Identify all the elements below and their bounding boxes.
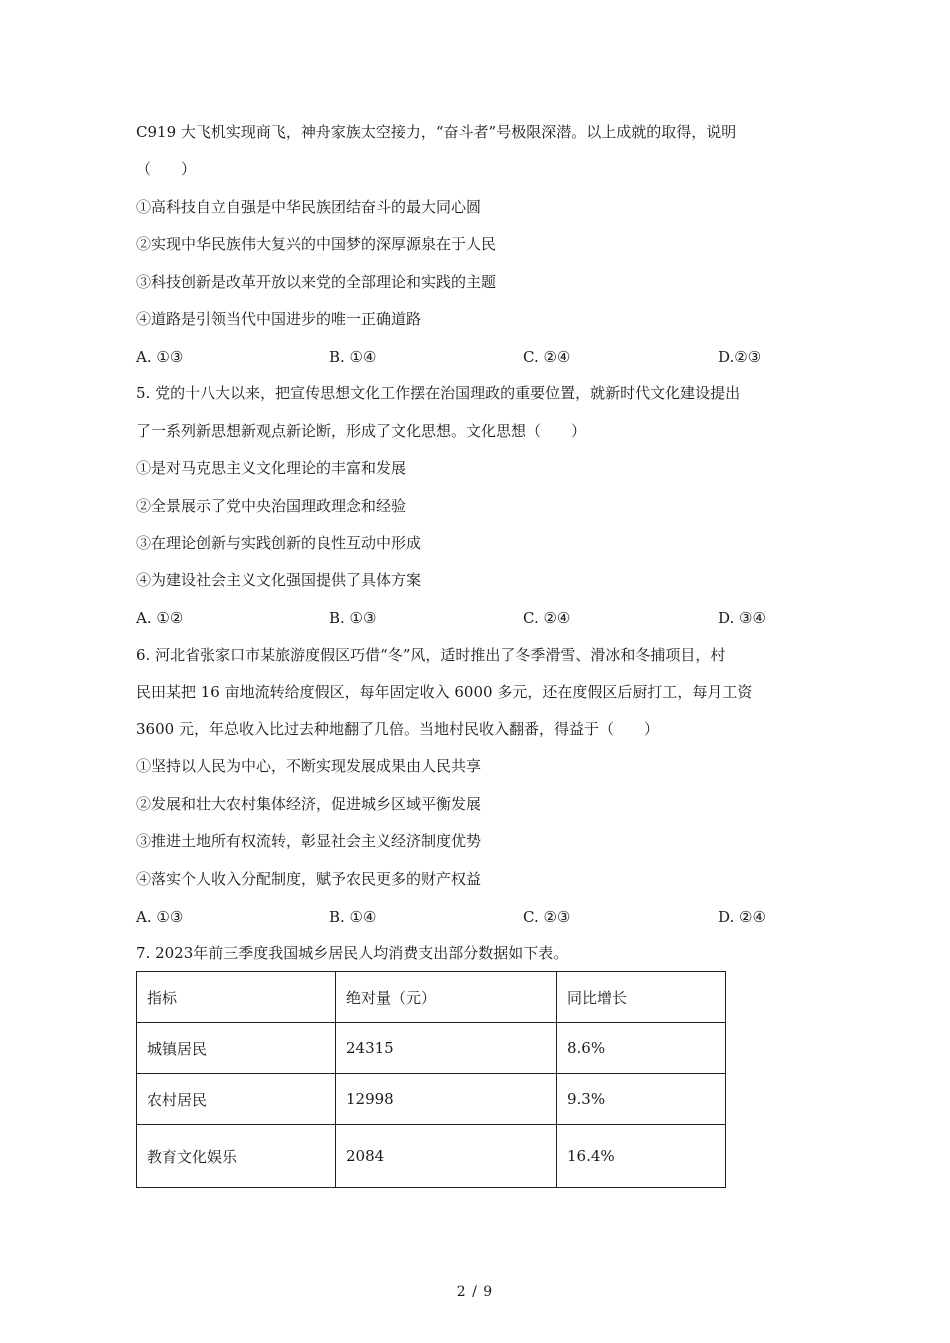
- q4-option-d: D.②③: [718, 348, 762, 366]
- q4-options: [136, 347, 816, 367]
- q5-item-1: ①是对马克思主义文化理论的丰富和发展: [136, 459, 407, 477]
- table-header-cell: 绝对量（元）: [336, 972, 557, 1023]
- q6-option-a: A. ①③: [136, 908, 184, 926]
- q5-item-3: ③在理论创新与实践创新的良性互动中形成: [136, 534, 422, 552]
- page-number: 2 / 9: [456, 1284, 494, 1300]
- q5-option-b: B. ①③: [329, 609, 377, 627]
- q6-stem-line3: 3600 元，年总收入比过去种地翻了几倍。当地村民收入翻番，得益于（ ）: [136, 720, 659, 738]
- table-cell: 农村居民: [137, 1074, 336, 1125]
- table-cell: 12998: [336, 1074, 557, 1125]
- q4-option-a: A. ①③: [136, 348, 184, 366]
- table-header-cell: 指标: [137, 972, 336, 1023]
- q5-item-2: ②全景展示了党中央治国理政理念和经验: [136, 497, 407, 515]
- table-cell: 教育文化娱乐: [137, 1125, 336, 1188]
- q4-stem-line2: （ ）: [136, 160, 197, 178]
- q5-options: [136, 608, 816, 628]
- q5-item-4: ④为建设社会主义文化强国提供了具体方案: [136, 571, 422, 589]
- table-header-row: [137, 972, 726, 1023]
- q5-option-a: A. ①②: [136, 609, 184, 627]
- table-row: [137, 1023, 726, 1074]
- q5-stem-line2: 了一系列新思想新观点新论断，形成了文化思想。文化思想（ ）: [136, 422, 587, 440]
- q6-options: [136, 907, 816, 927]
- q4-item-3: ③科技创新是改革开放以来党的全部理论和实践的主题: [136, 273, 497, 291]
- q6-option-b: B. ①④: [329, 908, 377, 926]
- table-cell: 24315: [336, 1023, 557, 1074]
- q6-item-2: ②发展和壮大农村集体经济，促进城乡区域平衡发展: [136, 795, 482, 813]
- table-row: [137, 1074, 726, 1125]
- q5-option-c: C. ②④: [523, 609, 571, 627]
- q6-item-3: ③推进土地所有权流转，彰显社会主义经济制度优势: [136, 832, 482, 850]
- consumption-table: [136, 971, 726, 1188]
- q4-item-4: ④道路是引领当代中国进步的唯一正确道路: [136, 310, 422, 328]
- q4-stem-line1: C919 大飞机实现商飞，神舟家族太空接力，“奋斗者”号极限深潜。以上成就的取得，说明: [136, 123, 737, 141]
- q6-stem-line1: 6. 河北省张家口市某旅游度假区巧借“冬”风，适时推出了冬季滑雪、滑冰和冬捕项目，村: [136, 646, 726, 664]
- table-cell: 8.6%: [557, 1023, 726, 1074]
- table-header-cell: 同比增长: [557, 972, 726, 1023]
- q5-option-d: D. ③④: [718, 609, 766, 627]
- q6-item-4: ④落实个人收入分配制度，赋予农民更多的财产权益: [136, 870, 482, 888]
- table-cell: 城镇居民: [137, 1023, 336, 1074]
- q5-stem-line1: 5. 党的十八大以来，把宣传思想文化工作摆在治国理政的重要位置，就新时代文化建设提出: [136, 384, 741, 402]
- q6-stem-line2: 民田某把 16 亩地流转给度假区，每年固定收入 6000 多元，还在度假区后厨打工，每月工资: [136, 683, 753, 701]
- q4-option-b: B. ①④: [329, 348, 377, 366]
- q7-stem: 7. 2023年前三季度我国城乡居民人均消费支出部分数据如下表。: [136, 944, 569, 962]
- table-row: [137, 1125, 726, 1188]
- q4-option-c: C. ②④: [523, 348, 571, 366]
- q4-item-1: ①高科技自立自强是中华民族团结奋斗的最大同心圆: [136, 198, 482, 216]
- q6-item-1: ①坚持以人民为中心，不断实现发展成果由人民共享: [136, 757, 482, 775]
- q6-option-d: D. ②④: [718, 908, 766, 926]
- table-cell: 16.4%: [557, 1125, 726, 1188]
- q4-item-2: ②实现中华民族伟大复兴的中国梦的深厚源泉在于人民: [136, 235, 497, 253]
- table-cell: 2084: [336, 1125, 557, 1188]
- q6-option-c: C. ②③: [523, 908, 571, 926]
- table-cell: 9.3%: [557, 1074, 726, 1125]
